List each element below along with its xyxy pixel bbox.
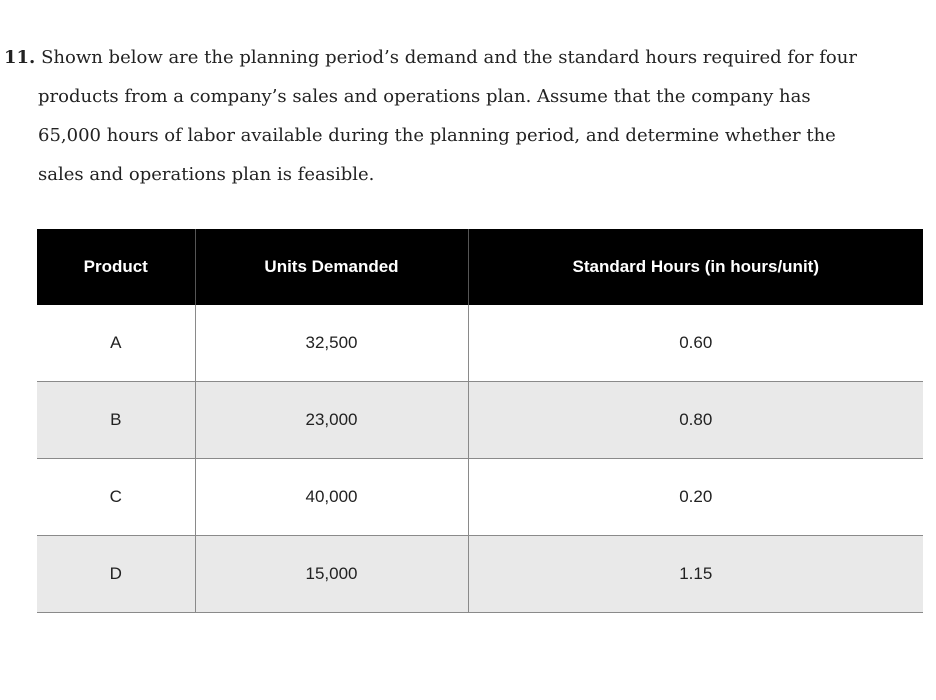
cell-product: D — [37, 536, 195, 613]
question-number: 11. — [4, 47, 36, 68]
table-row — [37, 382, 923, 459]
question-text — [4, 38, 924, 194]
question-line-text: Shown below are the planning period’s demand and the standard hours required for four — [41, 47, 857, 68]
header-product: Product — [37, 229, 195, 305]
demand-table — [37, 229, 923, 613]
cell-standard-hours: 0.60 — [468, 305, 923, 382]
question-line-2: products from a company’s sales and operations plan. Assume that the company has — [38, 86, 811, 107]
cell-units-demanded: 40,000 — [195, 459, 468, 536]
cell-standard-hours: 1.15 — [468, 536, 923, 613]
header-units-demanded: Units Demanded — [195, 229, 468, 305]
question-line-1 — [4, 38, 924, 77]
cell-units-demanded: 15,000 — [195, 536, 468, 613]
cell-units-demanded: 23,000 — [195, 382, 468, 459]
table-row — [37, 459, 923, 536]
cell-product: A — [37, 305, 195, 382]
cell-standard-hours: 0.80 — [468, 382, 923, 459]
cell-product: B — [37, 382, 195, 459]
question-line-3: 65,000 hours of labor available during the planning period, and determine whether the — [38, 125, 836, 146]
table-row — [37, 536, 923, 613]
cell-product: C — [37, 459, 195, 536]
cell-units-demanded: 32,500 — [195, 305, 468, 382]
table-row — [37, 305, 923, 382]
cell-standard-hours: 0.20 — [468, 459, 923, 536]
header-standard-hours: Standard Hours (in hours/unit) — [468, 229, 923, 305]
question-line-4: sales and operations plan is feasible. — [38, 164, 375, 185]
table-header-row — [37, 229, 923, 305]
